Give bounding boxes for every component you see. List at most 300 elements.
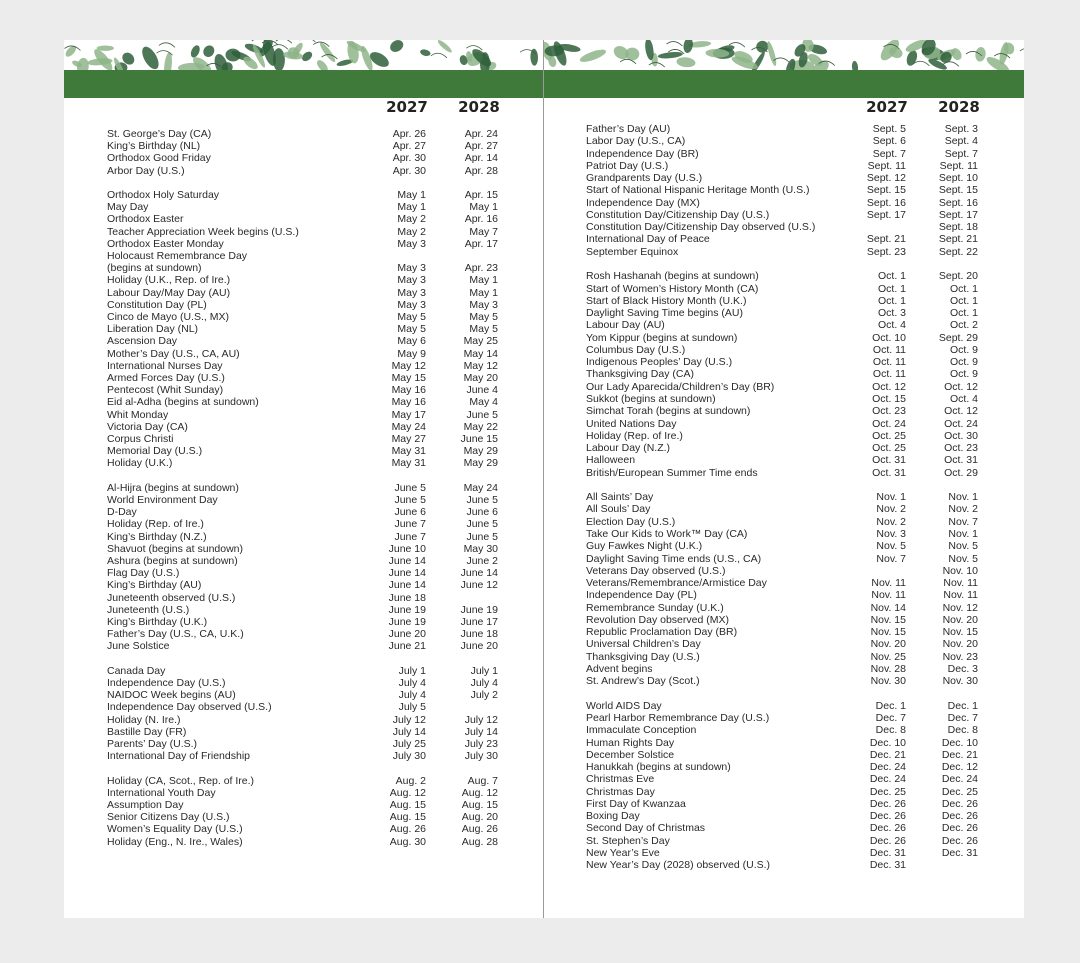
date-2027: Aug. 12	[389, 786, 426, 799]
holiday-row	[586, 381, 1024, 393]
date-2028: June 6	[466, 506, 498, 519]
holiday-name: St. Andrew’s Day (Scot.)	[586, 675, 700, 688]
left-page	[64, 40, 544, 918]
date-2028: Sept. 18	[938, 221, 978, 234]
date-2027: May 16	[391, 384, 426, 397]
holiday-name: Eid al-Adha (begins at sundown)	[107, 396, 259, 409]
holiday-row	[586, 577, 1024, 589]
holiday-name: Election Day (U.S.)	[586, 515, 676, 528]
date-2028: Aug. 7	[467, 774, 498, 787]
date-2028: Oct. 9	[949, 343, 978, 356]
date-2027: June 5	[394, 481, 426, 494]
date-2028: Oct. 4	[949, 392, 978, 405]
holiday-name: Sukkot (begins at sundown)	[586, 392, 716, 405]
holiday-row	[586, 442, 1024, 454]
holiday-row	[586, 859, 1024, 871]
date-2028: Nov. 23	[942, 650, 978, 663]
date-2027: Sept. 6	[872, 135, 906, 148]
holiday-row	[586, 418, 1024, 430]
holiday-row	[586, 491, 1024, 503]
holiday-name: Holocaust Remembrance Day	[107, 250, 248, 262]
date-2028: Apr. 16	[464, 213, 498, 226]
date-2027: May 5	[397, 311, 426, 323]
date-2028: May 5	[469, 311, 498, 323]
holiday-name: Thanksgiving Day (U.S.)	[586, 650, 700, 663]
holiday-name: Veterans Day observed (U.S.)	[586, 564, 726, 577]
holiday-row	[107, 543, 544, 555]
holiday-row	[586, 614, 1024, 626]
holiday-row	[586, 663, 1024, 675]
holiday-name: Grandparents Day (U.S.)	[586, 172, 703, 185]
date-2027: July 12	[392, 713, 426, 726]
holiday-name: Guy Fawkes Night (U.K.)	[586, 540, 703, 553]
holiday-name: Orthodox Good Friday	[107, 152, 211, 165]
date-2027: Nov. 3	[876, 527, 906, 540]
right-page	[544, 40, 1024, 918]
date-2028: Aug. 20	[461, 811, 498, 824]
holiday-row	[107, 665, 544, 677]
holiday-name: Orthodox Easter	[107, 213, 184, 226]
holiday-name: New Year’s Day (2028) observed (U.S.)	[586, 859, 771, 872]
date-2027: Dec. 24	[869, 773, 906, 786]
holiday-name: Daylight Saving Time begins (AU)	[586, 307, 743, 320]
date-2028: Oct. 12	[944, 405, 978, 418]
date-2028: Dec. 26	[941, 834, 978, 847]
date-2027: June 10	[388, 542, 426, 555]
date-2027: Nov. 15	[870, 626, 906, 639]
date-2027: July 14	[392, 725, 426, 738]
holiday-row	[107, 506, 544, 518]
holiday-name: All Souls’ Day	[586, 503, 651, 516]
holiday-name: Boxing Day	[586, 810, 640, 823]
date-2028: Apr. 17	[464, 237, 498, 250]
holiday-row	[107, 531, 544, 543]
date-2028: Sept. 7	[944, 147, 978, 160]
date-2028: Apr. 23	[464, 262, 498, 275]
holiday-row	[107, 201, 544, 213]
holiday-name: International Day of Peace	[586, 233, 710, 246]
holiday-row	[586, 246, 1024, 258]
holiday-row	[107, 128, 544, 140]
date-2027: Dec. 25	[869, 785, 906, 798]
date-2027: July 25	[392, 738, 426, 750]
holiday-row	[586, 184, 1024, 196]
holiday-name: Columbus Day (U.S.)	[586, 343, 686, 356]
holiday-name: Orthodox Easter Monday	[107, 237, 224, 250]
holiday-row	[107, 518, 544, 530]
date-2028: June 5	[466, 408, 498, 421]
date-2027: Nov. 5	[876, 540, 906, 553]
holiday-row	[107, 140, 544, 152]
holiday-name: International Youth Day	[107, 786, 216, 799]
holiday-row	[586, 283, 1024, 295]
date-2028: Dec. 3	[947, 662, 978, 675]
holiday-row	[107, 165, 544, 177]
date-2028: May 24	[463, 481, 498, 494]
date-2027: Nov. 30	[870, 675, 906, 688]
date-2028: Dec. 26	[941, 797, 978, 810]
holiday-name: Labour Day/May Day (AU)	[107, 286, 231, 299]
date-2027: Nov. 2	[876, 503, 906, 516]
holiday-row	[586, 307, 1024, 319]
holiday-row	[586, 626, 1024, 638]
holiday-name: Juneteenth observed (U.S.)	[107, 591, 236, 604]
holiday-name: King’s Birthday (AU)	[107, 579, 202, 592]
date-2027: May 17	[391, 408, 426, 421]
holiday-row	[586, 724, 1024, 736]
date-2027: Apr. 27	[392, 140, 426, 153]
holiday-name: Cinco de Mayo (U.S., MX)	[107, 311, 229, 323]
date-2027: Dec. 24	[869, 761, 906, 774]
holiday-name: May Day	[107, 201, 149, 214]
date-2027: Nov. 1	[876, 491, 906, 504]
year-2027-heading-right: 2027	[866, 98, 908, 116]
date-2028: May 1	[469, 274, 498, 287]
date-2028: Nov. 1	[948, 527, 978, 540]
holiday-row	[107, 274, 544, 286]
holiday-row	[107, 640, 544, 652]
date-2028: Nov. 11	[943, 577, 978, 590]
date-2028: May 29	[463, 457, 498, 470]
date-2028: Oct. 23	[944, 442, 978, 455]
holiday-name: Yom Kippur (begins at sundown)	[586, 331, 738, 344]
holiday-row	[107, 592, 544, 604]
date-2028: Nov. 5	[948, 552, 978, 565]
date-2028: July 30	[464, 750, 498, 763]
holiday-row	[586, 454, 1024, 466]
holiday-row	[107, 409, 544, 421]
leaf-border-left	[64, 40, 544, 70]
holiday-row	[107, 494, 544, 506]
date-2027: June 20	[388, 628, 426, 641]
holiday-row	[107, 396, 544, 408]
date-2027: Dec. 10	[869, 736, 906, 749]
holiday-row	[107, 823, 544, 835]
holiday-row	[107, 323, 544, 335]
date-2027: Nov. 20	[870, 638, 906, 651]
date-2028: Nov. 2	[948, 503, 978, 516]
holiday-name: Independence Day (MX)	[586, 196, 700, 209]
date-2028: Sept. 15	[938, 184, 978, 197]
date-2027: May 24	[391, 420, 426, 433]
holiday-name: Second Day of Christmas	[586, 822, 706, 835]
holiday-row	[586, 332, 1024, 344]
holiday-row	[107, 335, 544, 347]
date-2027: Dec. 31	[869, 859, 906, 872]
holiday-name: King’s Birthday (NL)	[107, 140, 201, 153]
holiday-row	[107, 360, 544, 372]
date-2027: Dec. 7	[875, 712, 906, 725]
holiday-name: Mother’s Day (U.S., CA, AU)	[107, 347, 240, 360]
holiday-row	[586, 197, 1024, 209]
holiday-row	[586, 148, 1024, 160]
date-2028: July 12	[464, 713, 498, 726]
date-2027: June 18	[388, 591, 426, 604]
date-2028: Dec. 10	[941, 736, 978, 749]
holiday-row	[107, 213, 544, 225]
date-2028: July 1	[470, 664, 498, 677]
date-2027: Oct. 25	[872, 442, 906, 455]
date-2028: Oct. 1	[949, 282, 978, 295]
date-2027: May 3	[397, 237, 426, 250]
date-2028: June 5	[466, 518, 498, 531]
holiday-row	[107, 189, 544, 201]
holiday-name: Ascension Day	[107, 335, 178, 348]
holiday-name: Veterans/Remembrance/Armistice Day	[586, 577, 767, 590]
holiday-row	[586, 822, 1024, 834]
date-2027: Apr. 26	[392, 128, 426, 140]
date-2028: Sept. 10	[938, 172, 978, 185]
holiday-name: Arbor Day (U.S.)	[107, 164, 185, 177]
date-2027: June 6	[394, 506, 426, 519]
holiday-name: Labour Day (AU)	[586, 319, 665, 332]
holiday-row	[107, 384, 544, 396]
date-2028: May 12	[463, 359, 498, 372]
holiday-name: D-Day	[107, 506, 137, 519]
date-2027: May 3	[397, 298, 426, 311]
holiday-name: Pentecost (Whit Sunday)	[107, 384, 224, 397]
holiday-row	[107, 445, 544, 457]
holiday-name: Parents’ Day (U.S.)	[107, 738, 198, 750]
date-2028: Dec. 8	[947, 724, 978, 737]
date-2028: June 5	[466, 494, 498, 506]
holiday-name: Holiday (N. Ire.)	[107, 713, 181, 726]
holiday-row	[586, 528, 1024, 540]
date-2027: Oct. 11	[872, 356, 906, 369]
holiday-name: Labor Day (U.S., CA)	[586, 135, 686, 148]
date-2027: May 3	[397, 274, 426, 287]
holiday-name: Juneteenth (U.S.)	[107, 603, 190, 616]
date-2028: Oct. 31	[944, 454, 978, 467]
date-2027: May 27	[391, 433, 426, 445]
holiday-name: Holiday (U.K.)	[107, 457, 173, 470]
date-2027: May 9	[397, 347, 426, 360]
holiday-row	[586, 393, 1024, 405]
date-2028: Oct. 12	[944, 380, 978, 393]
date-2027: June 19	[388, 603, 426, 616]
holiday-name: Constitution Day (PL)	[107, 298, 207, 311]
date-2027: May 3	[397, 286, 426, 299]
holiday-row	[586, 761, 1024, 773]
date-2028: Nov. 12	[942, 601, 978, 614]
holiday-name: Independence Day (U.S.)	[107, 677, 226, 689]
date-2028: May 1	[469, 286, 498, 299]
holiday-name: St. Stephen’s Day	[586, 834, 670, 847]
holiday-row	[586, 516, 1024, 528]
holiday-row	[586, 172, 1024, 184]
holiday-row	[107, 262, 544, 274]
date-2027: Dec. 21	[869, 748, 906, 761]
holiday-name: Senior Citizens Day (U.S.)	[107, 811, 230, 824]
date-2027: June 5	[394, 494, 426, 506]
holiday-row	[586, 123, 1024, 135]
holiday-row	[107, 701, 544, 713]
date-2027: Oct. 25	[872, 429, 906, 442]
holiday-name: Christmas Eve	[586, 773, 655, 786]
holiday-name: Take Our Kids to Work™ Day (CA)	[586, 527, 748, 540]
date-2028: May 1	[469, 201, 498, 214]
holiday-row	[586, 565, 1024, 577]
holiday-name: Liberation Day (NL)	[107, 323, 199, 336]
holiday-row	[586, 835, 1024, 847]
holiday-row	[107, 238, 544, 250]
holiday-row	[586, 467, 1024, 479]
holiday-name: Constitution Day/Citizenship Day observed (U.S.)	[586, 221, 816, 234]
holiday-row	[586, 270, 1024, 282]
holiday-name: (begins at sundown)	[107, 262, 202, 275]
date-2027: June 14	[388, 567, 426, 580]
date-2028: June 4	[466, 384, 498, 397]
holiday-name: Start of Black History Month (U.K.)	[586, 294, 747, 307]
holiday-name: Start of Women’s History Month (CA)	[586, 282, 759, 295]
holiday-name: King’s Birthday (N.Z.)	[107, 530, 207, 543]
date-2027: Oct. 1	[877, 282, 906, 295]
holiday-row	[586, 405, 1024, 417]
holiday-name: Holiday (Eng., N. Ire., Wales)	[107, 835, 243, 848]
holiday-row	[586, 700, 1024, 712]
date-2028: June 12	[460, 579, 498, 592]
date-2028: June 20	[460, 640, 498, 653]
holiday-row	[586, 602, 1024, 614]
date-2028: Nov. 11	[943, 589, 978, 602]
holiday-row	[107, 799, 544, 811]
date-2028: Dec. 26	[941, 810, 978, 823]
date-2027: Sept. 21	[866, 233, 906, 246]
holiday-name: Advent begins	[586, 662, 653, 675]
date-2028: May 29	[463, 445, 498, 458]
date-2027: June 21	[388, 640, 426, 653]
holiday-row	[107, 836, 544, 848]
date-2027: May 1	[397, 201, 426, 214]
date-2028: June 18	[460, 628, 498, 641]
date-2027: Aug. 15	[389, 811, 426, 824]
date-2027: Nov. 14	[870, 601, 906, 614]
date-2027: Sept. 7	[872, 147, 906, 160]
holiday-name: United Nations Day	[586, 417, 677, 430]
year-2028-heading-right: 2028	[938, 98, 980, 116]
date-2028: Sept. 3	[944, 123, 978, 135]
date-2028: Aug. 26	[461, 823, 498, 836]
holiday-row	[107, 787, 544, 799]
date-2027: Oct. 23	[872, 405, 906, 418]
holiday-row	[586, 712, 1024, 724]
date-2028: Apr. 15	[464, 189, 498, 201]
date-2027: June 19	[388, 616, 426, 628]
holiday-row	[586, 209, 1024, 221]
holiday-name: Holiday (Rep. of Ire.)	[107, 518, 204, 531]
date-2028: Sept. 16	[938, 196, 978, 209]
holiday-row	[107, 152, 544, 164]
date-2027: Sept. 12	[866, 172, 906, 185]
holiday-name: Independence Day (PL)	[586, 589, 697, 602]
holiday-row	[107, 628, 544, 640]
date-2027: May 15	[391, 372, 426, 384]
holiday-row	[586, 160, 1024, 172]
holiday-row	[107, 311, 544, 323]
date-2028: May 25	[463, 335, 498, 348]
date-2028: Aug. 28	[461, 835, 498, 848]
date-2028: May 7	[469, 225, 498, 238]
date-2027: Aug. 30	[389, 835, 426, 848]
date-2027: Apr. 30	[392, 164, 426, 177]
date-2028: Nov. 20	[942, 613, 978, 626]
date-2028: May 14	[463, 347, 498, 360]
date-2027: Nov. 28	[870, 662, 906, 675]
holiday-name: Independence Day (BR)	[586, 147, 699, 160]
holiday-row	[107, 726, 544, 738]
date-2028: Dec. 1	[947, 699, 978, 712]
holiday-name: Father’s Day (AU)	[586, 123, 671, 135]
date-2027: Nov. 7	[876, 552, 906, 565]
holiday-row	[586, 737, 1024, 749]
holiday-name: Al-Hijra (begins at sundown)	[107, 481, 239, 494]
holiday-name: Patriot Day (U.S.)	[586, 159, 669, 172]
holiday-row	[586, 553, 1024, 565]
date-2027: Dec. 26	[869, 822, 906, 835]
holiday-row	[586, 798, 1024, 810]
date-2027: July 5	[398, 701, 426, 714]
holiday-row	[586, 319, 1024, 331]
date-2028: Sept. 11	[939, 159, 978, 172]
holiday-name: Orthodox Holy Saturday	[107, 189, 220, 201]
holiday-row	[586, 749, 1024, 761]
date-2027: June 7	[394, 518, 426, 531]
holiday-row	[107, 579, 544, 591]
holiday-row	[586, 430, 1024, 442]
date-2028: Nov. 10	[942, 564, 978, 577]
date-2027: Oct. 10	[872, 331, 906, 344]
holiday-row	[586, 221, 1024, 233]
date-2028: Dec. 31	[941, 847, 978, 860]
date-2028: Sept. 20	[938, 270, 978, 283]
holiday-name: Canada Day	[107, 664, 166, 677]
date-2027: July 4	[398, 677, 426, 689]
date-2027: Aug. 2	[395, 774, 426, 787]
date-2028: Dec. 24	[941, 773, 978, 786]
holiday-row	[107, 750, 544, 762]
date-2027: Sept. 11	[867, 159, 906, 172]
holiday-row	[107, 287, 544, 299]
date-2027: Dec. 8	[875, 724, 906, 737]
holiday-name: British/European Summer Time ends	[586, 466, 758, 479]
date-2028: Oct. 9	[949, 368, 978, 381]
holiday-name: Teacher Appreciation Week begins (U.S.)	[107, 225, 299, 238]
date-2027: May 31	[391, 445, 426, 458]
holiday-name: World Environment Day	[107, 494, 218, 506]
leaf-border-right	[544, 40, 1024, 70]
holiday-name: Human Rights Day	[586, 736, 675, 749]
date-2027: July 1	[398, 664, 426, 677]
date-2028: Apr. 27	[464, 140, 498, 153]
holiday-name: Our Lady Aparecida/Children’s Day (BR)	[586, 380, 775, 393]
date-2028: July 14	[464, 725, 498, 738]
header-band-left	[64, 70, 544, 98]
holiday-name: Holiday (U.K., Rep. of Ire.)	[107, 274, 231, 287]
holiday-row	[586, 503, 1024, 515]
holiday-name: Simchat Torah (begins at sundown)	[586, 405, 751, 418]
holiday-name: Women’s Equality Day (U.S.)	[107, 823, 243, 836]
date-2028: July 23	[464, 738, 498, 750]
date-2027: Nov. 2	[876, 515, 906, 528]
holiday-row	[586, 344, 1024, 356]
holiday-row	[107, 775, 544, 787]
holiday-name: St. George’s Day (CA)	[107, 128, 212, 140]
date-2028: May 4	[469, 396, 498, 409]
holiday-row	[107, 250, 544, 262]
date-2027: May 16	[391, 396, 426, 409]
date-2028: Oct. 9	[949, 356, 978, 369]
holiday-row	[586, 847, 1024, 859]
